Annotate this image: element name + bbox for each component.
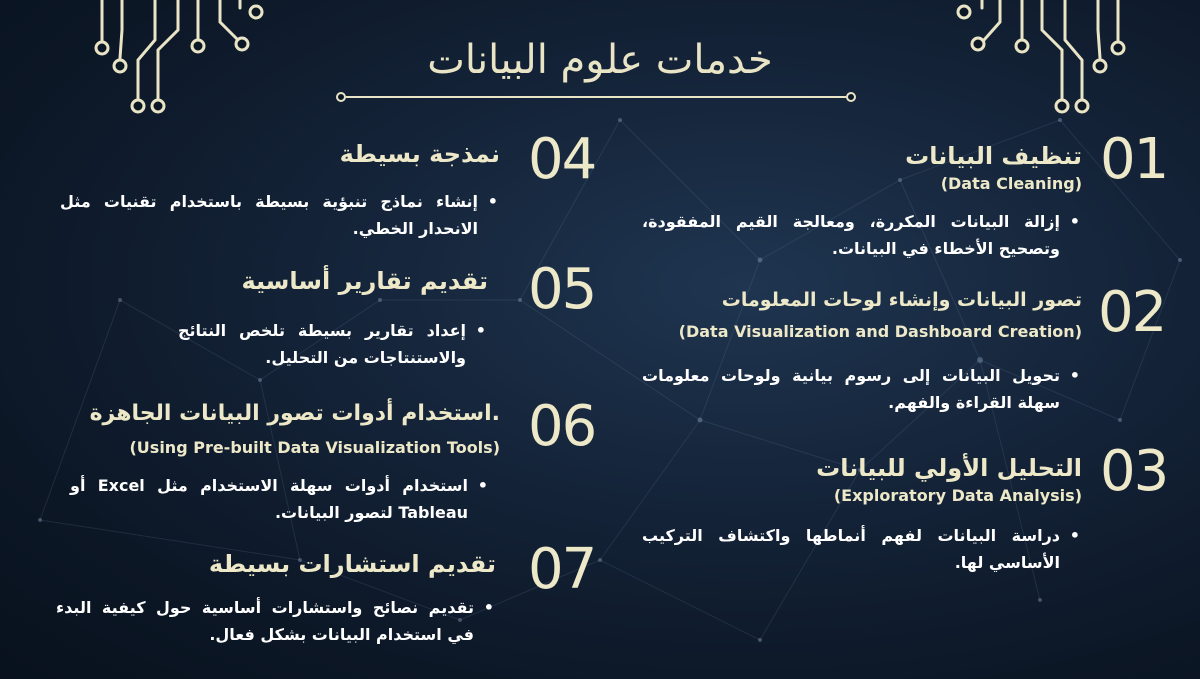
service-03 bbox=[612, 452, 1082, 576]
service-subtitle: (Data Cleaning) bbox=[940, 174, 1082, 193]
service-title: التحليل الأولي للبيانات bbox=[816, 454, 1082, 482]
service-subtitle: (Using Pre-built Data Visualization Tools) bbox=[129, 438, 500, 457]
service-number-05: 05 bbox=[528, 257, 596, 322]
service-subtitle: (Exploratory Data Analysis) bbox=[833, 486, 1082, 505]
service-number-07: 07 bbox=[528, 537, 596, 602]
page-title: خدمات علوم البيانات bbox=[427, 37, 773, 83]
service-01 bbox=[612, 140, 1082, 262]
service-title: تنظيف البيانات bbox=[905, 142, 1082, 170]
service-description: • تقديم نصائح واستشارات أساسية حول كيفية البدء في استخدام البيانات بشكل فعال. bbox=[56, 594, 496, 648]
service-07 bbox=[36, 548, 496, 648]
service-04 bbox=[60, 138, 500, 242]
service-number-04: 04 bbox=[528, 127, 596, 192]
service-title: تقديم استشارات بسيطة bbox=[208, 550, 496, 578]
service-description: • استخدام أدوات سهلة الاستخدام مثل Excel أو Tableau لتصور البيانات. bbox=[70, 472, 490, 526]
service-number-03: 03 bbox=[1100, 439, 1168, 504]
service-number-01: 01 bbox=[1100, 127, 1168, 192]
service-description: • دراسة البيانات لفهم أنماطها واكتشاف التركيب الأساسي لها. bbox=[642, 522, 1082, 576]
service-number-02: 02 bbox=[1098, 280, 1166, 345]
service-title: تقديم تقارير أساسية bbox=[241, 267, 488, 295]
title-block bbox=[320, 30, 880, 110]
circuit-decoration-right bbox=[940, 0, 1140, 125]
service-05 bbox=[48, 265, 488, 371]
service-title: .استخدام أدوات تصور البيانات الجاهزة bbox=[89, 401, 500, 426]
service-description: • إعداد تقارير بسيطة تلخص النتائج والاستنتاجات من التحليل. bbox=[178, 317, 488, 371]
title-underline bbox=[346, 96, 846, 98]
service-description: • تحويل البيانات إلى رسوم بيانية ولوحات معلومات سهلة القراءة والفهم. bbox=[642, 362, 1082, 416]
service-02 bbox=[612, 284, 1082, 416]
service-number-06: 06 bbox=[528, 394, 596, 459]
service-06 bbox=[60, 398, 500, 526]
service-title: نمذجة بسيطة bbox=[339, 140, 500, 168]
service-description: • إزالة البيانات المكررة، ومعالجة القيم المفقودة، وتصحيح الأخطاء في البيانات. bbox=[642, 208, 1082, 262]
service-title: تصور البيانات وإنشاء لوحات المعلومات bbox=[721, 289, 1082, 311]
service-description: • إنشاء نماذج تنبؤية بسيطة باستخدام تقنيات مثل الانحدار الخطي. bbox=[60, 188, 500, 242]
service-subtitle: (Data Visualization and Dashboard Creation) bbox=[678, 322, 1082, 341]
circuit-decoration-left bbox=[80, 0, 280, 125]
